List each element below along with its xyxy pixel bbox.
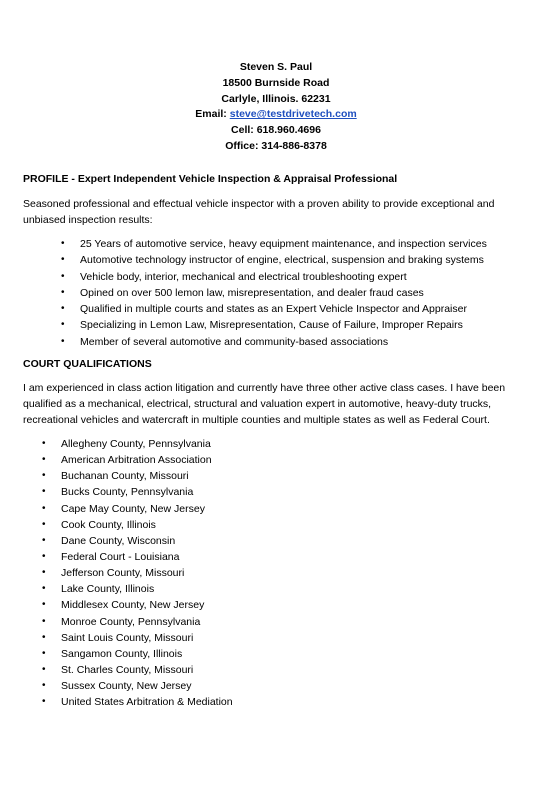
list-item (61, 318, 487, 334)
bullet-icon: • (42, 680, 46, 692)
bullet-icon: • (42, 518, 46, 530)
list-item-label: United States Arbitration & Mediation (61, 696, 233, 709)
list-item (61, 335, 487, 351)
email-link[interactable]: steve@testdrivetech.com (229, 108, 357, 121)
list-item (61, 302, 487, 318)
bullet-icon: • (42, 663, 46, 675)
list-item (42, 663, 233, 679)
bullet-icon: • (42, 454, 46, 466)
list-item (61, 253, 487, 269)
list-item (42, 582, 233, 598)
bullet-icon: • (42, 647, 46, 659)
bullet-icon: • (61, 303, 65, 315)
list-item (42, 695, 233, 711)
profile-heading: PROFILE - Expert Independent Vehicle Inspection & Appraisal Professional (23, 173, 398, 185)
list-item-label: Federal Court - Louisiana (61, 550, 180, 563)
bullet-icon: • (42, 502, 46, 514)
list-item-label: Middlesex County, New Jersey (61, 599, 205, 612)
list-item-label: Buchanan County, Missouri (61, 470, 189, 483)
list-item-label: Opined on over 500 lemon law, misrepresentation, and dealer fraud cases (80, 286, 424, 299)
bullet-icon: • (42, 486, 46, 498)
list-item-label: Sussex County, New Jersey (61, 680, 192, 693)
list-item (42, 485, 233, 501)
bullet-icon: • (42, 567, 46, 579)
bullet-icon: • (42, 583, 46, 595)
bullet-icon: • (61, 270, 65, 282)
bullet-icon: • (61, 319, 65, 331)
court-heading: COURT QUALIFICATIONS (23, 358, 152, 370)
list-item (42, 631, 233, 647)
bullet-icon: • (61, 286, 65, 298)
profile-summary: Seasoned professional and effectual vehicle inspector with a proven ability to provide exceptional and unbiased inspection results: (23, 198, 495, 227)
list-item (42, 518, 233, 534)
bullet-icon: • (61, 335, 65, 347)
contact-name: Steven S. Paul (239, 61, 313, 73)
bullet-icon: • (61, 254, 65, 266)
list-item-label: Dane County, Wisconsin (61, 534, 176, 547)
email-label: Email: (195, 108, 230, 121)
contact-header (0, 60, 552, 155)
list-item (42, 453, 233, 469)
bullet-icon: • (42, 631, 46, 643)
bullet-icon: • (42, 550, 46, 562)
contact-office: Office: 314-886-8378 (225, 139, 327, 152)
list-item (42, 679, 233, 695)
bullet-icon: • (42, 696, 46, 708)
list-item (42, 566, 233, 582)
bullet-icon: • (61, 238, 65, 249)
list-item-label: 25 Years of automotive service, heavy equipment maintenance, and inspection services (80, 238, 487, 250)
list-item-label: Monroe County, Pennsylvania (61, 615, 201, 628)
list-item (42, 502, 233, 518)
list-item (61, 237, 487, 253)
bullet-icon: • (42, 438, 46, 449)
contact-address-line2: Carlyle, Illinois. 62231 (221, 92, 331, 105)
list-item (42, 550, 233, 566)
contact-cell: Cell: 618.960.4696 (231, 124, 321, 137)
bullet-icon: • (42, 534, 46, 546)
list-item-label: Specializing in Lemon Law, Misrepresentation, Cause of Failure, Improper Repairs (80, 319, 463, 332)
list-item (42, 615, 233, 631)
list-item (42, 647, 233, 663)
bullet-icon: • (42, 615, 46, 627)
list-item (61, 270, 487, 286)
list-item-label: Saint Louis County, Missouri (61, 631, 194, 644)
court-venue-list (42, 437, 233, 711)
contact-address-line1: 18500 Burnside Road (222, 76, 330, 89)
list-item (42, 598, 233, 614)
list-item-label: Member of several automotive and community-based associations (80, 335, 389, 348)
list-item (42, 437, 233, 453)
list-item-label: Cook County, Illinois (61, 518, 156, 531)
list-item-label: Bucks County, Pennsylvania (61, 486, 194, 499)
contact-email-row (0, 107, 552, 123)
bullet-icon: • (42, 599, 46, 611)
list-item-label: Lake County, Illinois (61, 583, 155, 596)
list-item (42, 534, 233, 550)
list-item-label: Jefferson County, Missouri (61, 567, 185, 580)
list-item-label: Qualified in multiple courts and states as an Expert Vehicle Inspector and Appraiser (80, 303, 467, 316)
list-item-label: St. Charles County, Missouri (61, 663, 194, 676)
list-item (42, 469, 233, 485)
court-summary: I am experienced in class action litigation and currently have three other active class cases. I have been qualified as a mechanical, electrical, structural and valuation expert in automotive, heavy-duty trucks, recreational vehicles and watercraft in multiple counties and multiple states as well as Federal Court. (23, 382, 506, 427)
list-item (61, 286, 487, 302)
list-item-label: Vehicle body, interior, mechanical and electrical troubleshooting expert (80, 270, 407, 283)
list-item-label: American Arbitration Association (61, 454, 212, 467)
list-item-label: Automotive technology instructor of engine, electrical, suspension and braking systems (80, 254, 484, 267)
list-item-label: Sangamon County, Illinois (61, 647, 183, 660)
profile-bullet-list (61, 237, 487, 351)
list-item-label: Allegheny County, Pennsylvania (61, 438, 211, 450)
list-item-label: Cape May County, New Jersey (61, 502, 205, 515)
bullet-icon: • (42, 470, 46, 482)
